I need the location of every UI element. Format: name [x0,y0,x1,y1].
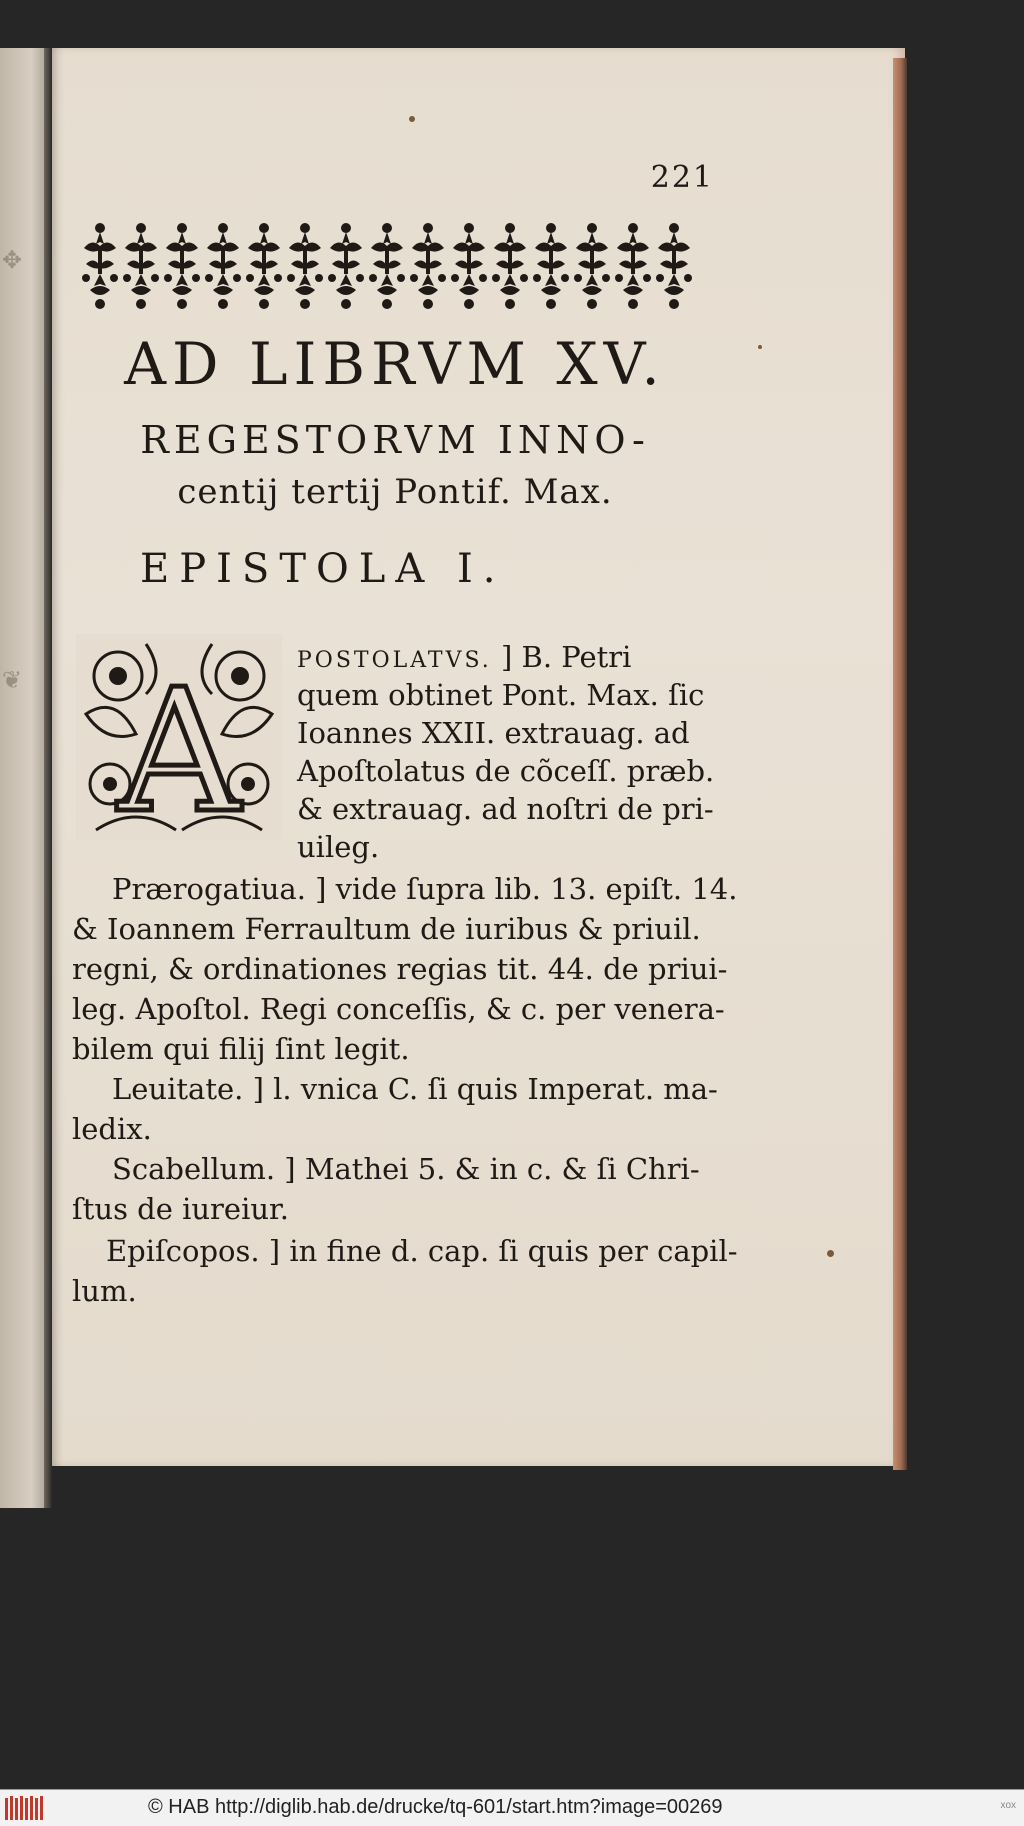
ghost-ornament: ✥ [2,246,21,274]
adjacent-page-edge [0,48,52,1508]
page-gutter [44,48,52,1508]
decorated-initial-a [76,634,282,840]
subtitle-line-1: REGESTORVM INNO- [140,418,650,462]
copyright-url-link[interactable]: © HAB http://diglib.hab.de/drucke/tq-601/start.htm?image=00269 [148,1796,723,1818]
body-line-9: regni, & ordinationes regias tit. 44. de priui- [72,952,728,986]
body-line-11: bilem qui filij ſint legit. [72,1032,410,1066]
body-line-17: lum. [72,1274,137,1308]
body-line-1 [297,640,631,678]
corner-mark: xox [1000,1800,1016,1811]
body-line-16: Epiſcopos. ] in fine d. cap. ſi quis per capil- [106,1234,738,1268]
paper-spot [409,116,415,122]
subtitle-line-2: centij tertij Pontif. Max. [177,472,613,512]
body-line-2: quem obtinet Pont. Max. ſic [297,678,705,712]
footer-url-bar [0,1789,1024,1826]
first-word-caps: POSTOLATVS. [297,648,492,673]
fleuron-band-ornament [80,220,703,312]
ghost-initial: ❦ [2,666,21,694]
hab-logo-icon [4,1794,44,1822]
body-line-8: & Ioannem Ferraultum de iuribus & priuil. [72,912,701,946]
section-heading: EPISTOLA I. [140,546,506,592]
page-fore-edge [893,58,907,1470]
body-line-3: Ioannes XXII. extrauag. ad [297,716,690,750]
body-line-4: Apoſtolatus de cõceſſ. præb. [297,754,715,788]
body-line-15: ſtus de iureiur. [72,1192,289,1226]
body-line-1-rest: ] B. Petri [491,640,632,674]
body-line-14: Scabellum. ] Mathei 5. & in c. & ſi Chri- [112,1152,700,1186]
body-line-5: & extrauag. ad noſtri de pri- [297,792,714,826]
paper-spot [758,345,762,349]
body-line-10: leg. Apoſtol. Regi conceſſis, & c. per venera- [72,992,725,1026]
body-line-13: ledix. [72,1112,152,1146]
paper-spot [827,1250,834,1257]
page-title: AD LIBRVM XV. [124,330,666,398]
body-line-12: Leuitate. ] l. vnica C. ſi quis Imperat. ma- [112,1072,718,1106]
body-line-7: Prærogatiua. ] vide ſupra lib. 13. epiſt. 14. [112,872,738,906]
body-line-6: uileg. [297,830,380,864]
drop-cap-letter: A [117,653,241,840]
page-number: 221 [650,160,714,195]
